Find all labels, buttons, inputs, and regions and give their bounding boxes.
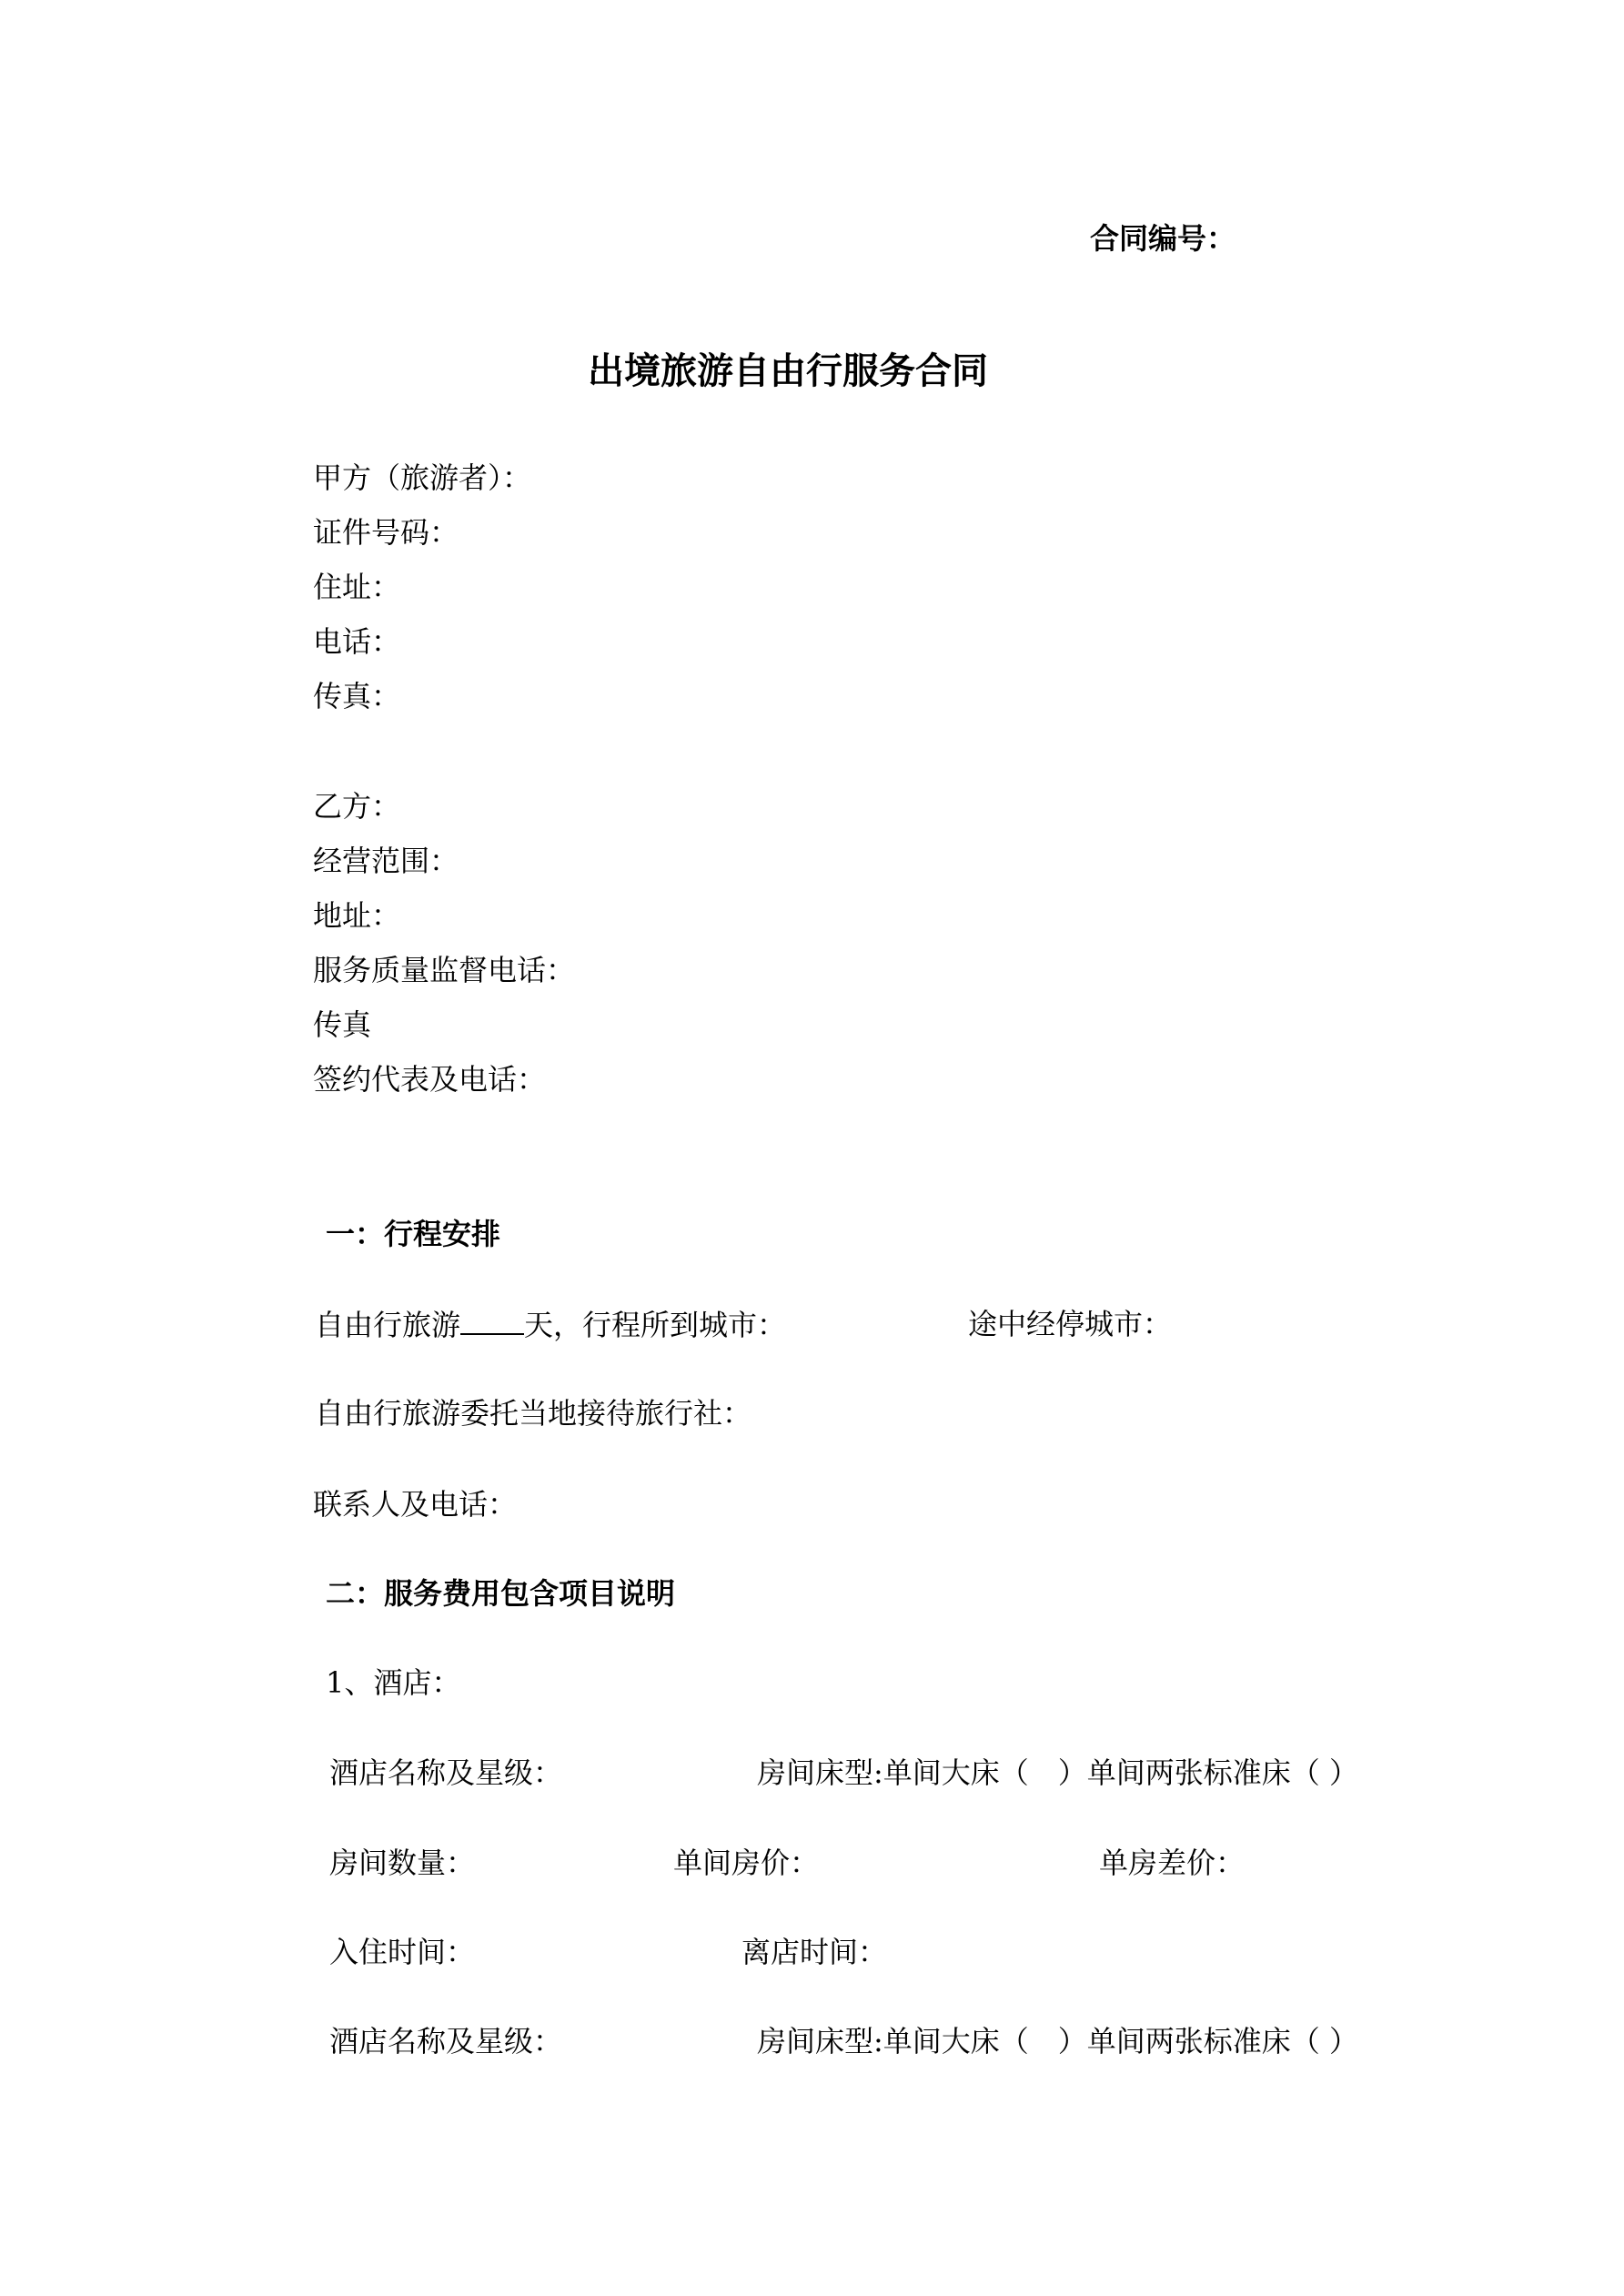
trip-days-blank [460,1306,524,1335]
hotel-name-2: 酒店名称及星级： [329,2024,563,2058]
single-room-difference: 单房差价： [1099,1846,1246,1880]
checkout-time: 离店时间： [741,1935,888,1969]
hotel-title: 1、酒店： [326,1665,461,1700]
trip-days-suffix: 天，行程所到城市： [524,1308,787,1342]
party-b-quality-phone: 服务质量监督电话： [313,953,576,987]
section-2-heading: 二：服务费用包含项目说明 [326,1576,676,1611]
contract-number-label: 合同编号： [1090,221,1236,256]
party-b-business-scope: 经营范围： [313,844,459,878]
room-count: 房间数量： [329,1846,476,1880]
contact-phone: 联系人及电话： [313,1487,518,1522]
room-type-1: 房间床型:单间大床（ ）单间两张标准床（ ） [757,1755,1358,1790]
stopover-cities: 途中经停城市： [968,1307,1173,1341]
party-a-id-number: 证件号码： [313,515,459,550]
hotel-name-1: 酒店名称及星级： [329,1755,563,1790]
section-1-heading: 一：行程安排 [326,1217,501,1251]
party-a-fax: 传真： [313,679,401,713]
trip-days-line [315,1306,786,1343]
party-b-fax: 传真 [313,1007,372,1042]
party-a-phone: 电话： [313,624,401,659]
room-type-2: 房间床型:单间大床（ ）单间两张标准床（ ） [757,2024,1358,2058]
party-b-address: 地址： [313,898,401,933]
local-agency: 自由行旅游委托当地接待旅行社： [315,1396,752,1431]
checkin-time: 入住时间： [329,1935,476,1969]
trip-days-prefix: 自由行旅游 [315,1308,461,1342]
party-a-name: 甲方（旅游者）： [313,460,532,495]
room-price: 单间房价： [673,1846,820,1880]
party-b-name: 乙方： [313,789,401,824]
page-title: 出境旅游自由行服务合同 [588,350,988,392]
party-b-representative-phone: 签约代表及电话： [313,1062,547,1097]
party-a-address: 住址： [313,570,401,604]
